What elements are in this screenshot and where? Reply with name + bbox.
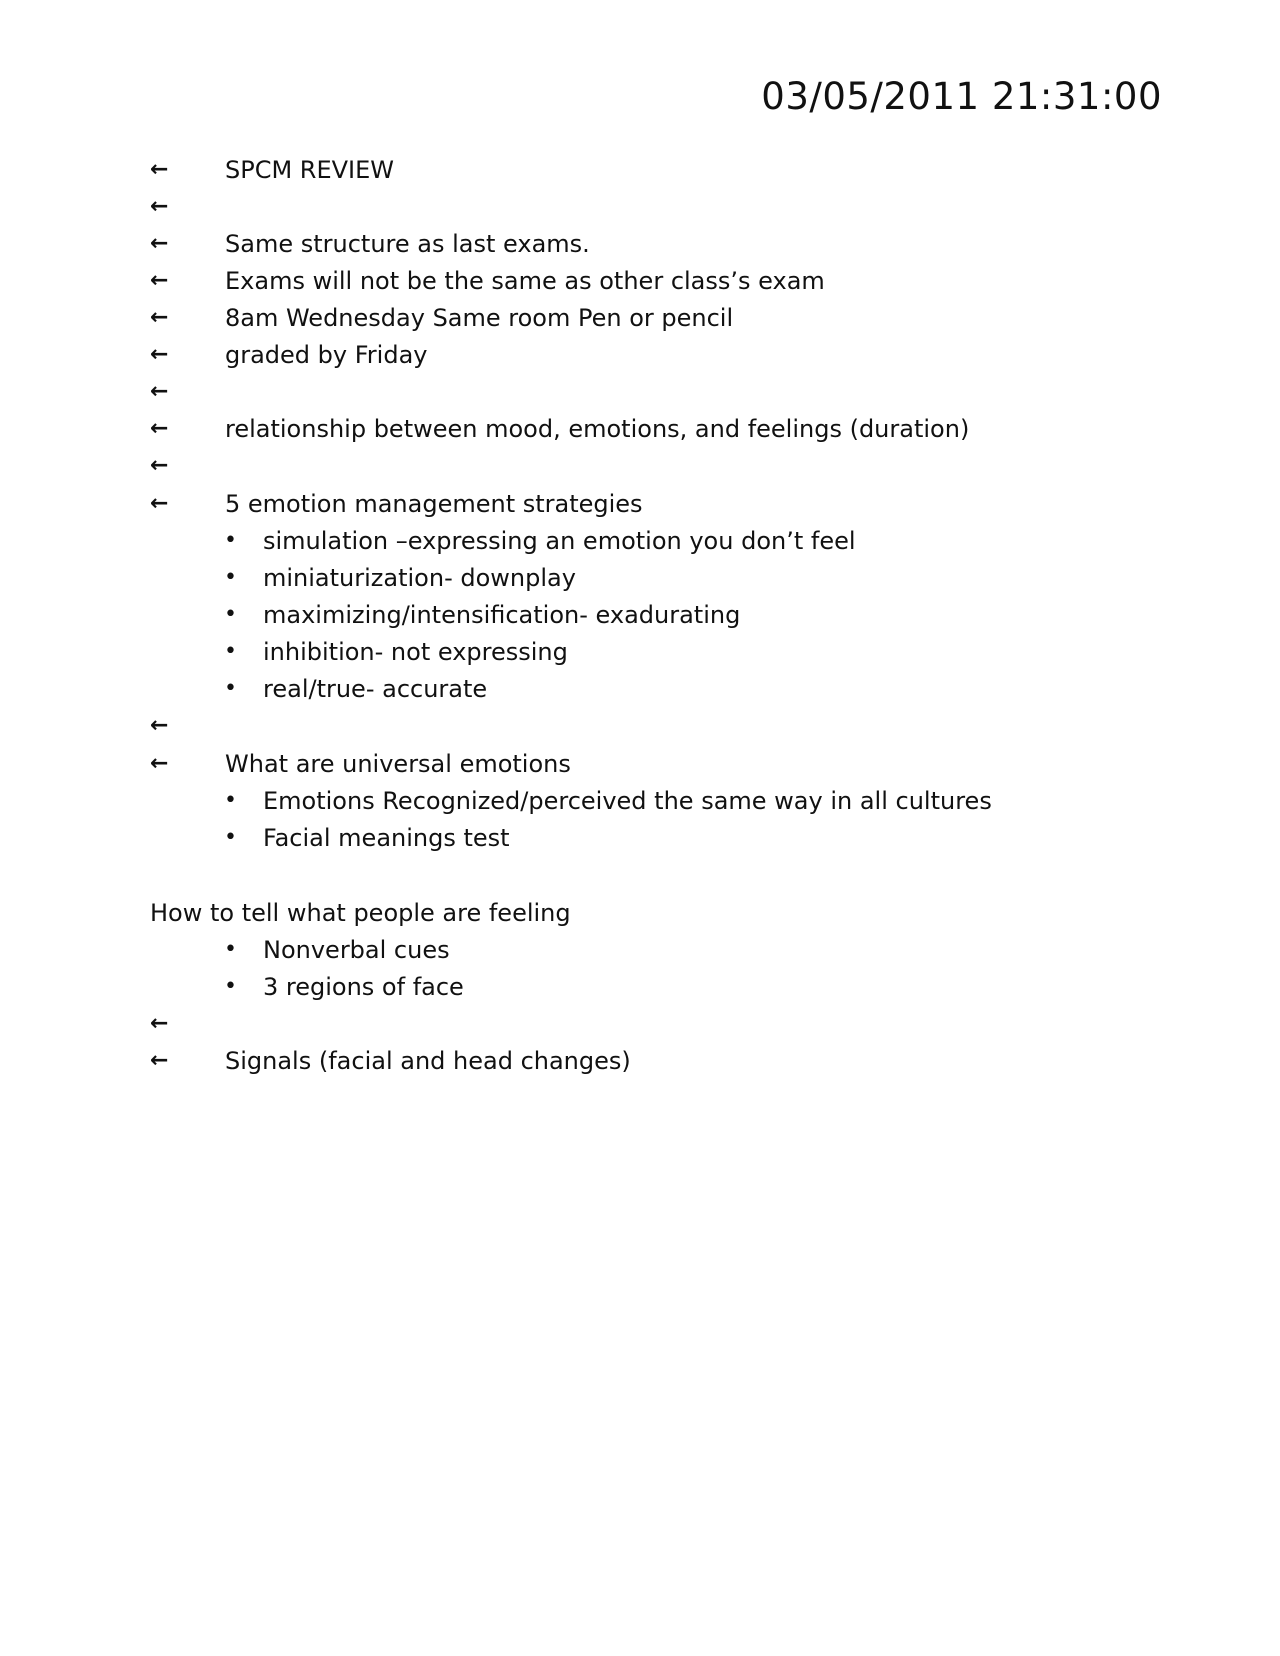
- bullet-text: maximizing/intensification- exadurating: [263, 601, 741, 629]
- bullet-icon: •: [224, 937, 237, 962]
- note-line: [0, 336, 1280, 374]
- empty-note-line: [0, 373, 1280, 411]
- bullet-item: [0, 931, 1280, 969]
- section-heading: 5 emotion management strategies: [225, 490, 643, 518]
- empty-note-line: [0, 707, 1280, 745]
- empty-note-line: [0, 1005, 1280, 1043]
- section-heading: How to tell what people are feeling: [150, 899, 571, 927]
- bullet-icon: •: [224, 528, 237, 553]
- timestamp: 03/05/2011 21:31:00: [761, 75, 1162, 118]
- note-line: [0, 410, 1280, 448]
- bullet-text: real/true- accurate: [263, 675, 488, 703]
- note-line: [0, 745, 1280, 783]
- bullet-icon: •: [224, 602, 237, 627]
- note-line: [0, 225, 1280, 263]
- left-arrow-icon: ←: [150, 194, 169, 219]
- left-arrow-icon: ←: [150, 231, 169, 256]
- plain-heading-line: [0, 894, 1280, 932]
- note-line: [0, 151, 1280, 189]
- bullet-item: [0, 633, 1280, 671]
- bullet-text: inhibition- not expressing: [263, 638, 568, 666]
- bullet-text: Facial meanings test: [263, 824, 510, 852]
- note-line: [0, 262, 1280, 300]
- note-text: Signals (facial and head changes): [225, 1047, 631, 1075]
- bullet-icon: •: [224, 639, 237, 664]
- bullet-text: 3 regions of face: [263, 973, 464, 1001]
- note-text: graded by Friday: [225, 341, 428, 369]
- note-line: [0, 299, 1280, 337]
- note-text: Same structure as last exams.: [225, 230, 590, 258]
- note-line: [0, 1042, 1280, 1080]
- left-arrow-icon: ←: [150, 416, 169, 441]
- left-arrow-icon: ←: [150, 379, 169, 404]
- empty-note-line: [0, 188, 1280, 226]
- bullet-text: Nonverbal cues: [263, 936, 450, 964]
- bullet-item: [0, 782, 1280, 820]
- section-heading: What are universal emotions: [225, 750, 571, 778]
- bullet-text: miniaturization- downplay: [263, 564, 576, 592]
- left-arrow-icon: ←: [150, 1048, 169, 1073]
- bullet-icon: •: [224, 565, 237, 590]
- empty-note-line: [0, 447, 1280, 485]
- bullet-item: [0, 596, 1280, 634]
- note-line: [0, 485, 1280, 523]
- left-arrow-icon: ←: [150, 491, 169, 516]
- bullet-text: Emotions Recognized/perceived the same way in all cultures: [263, 787, 992, 815]
- left-arrow-icon: ←: [150, 453, 169, 478]
- note-text: relationship between mood, emotions, and feelings (duration): [225, 415, 970, 443]
- bullet-text: simulation –expressing an emotion you don’t feel: [263, 527, 856, 555]
- left-arrow-icon: ←: [150, 751, 169, 776]
- left-arrow-icon: ←: [150, 1011, 169, 1036]
- note-title: SPCM REVIEW: [225, 156, 395, 184]
- bullet-icon: •: [224, 974, 237, 999]
- left-arrow-icon: ←: [150, 157, 169, 182]
- left-arrow-icon: ←: [150, 305, 169, 330]
- bullet-item: [0, 819, 1280, 857]
- bullet-icon: •: [224, 825, 237, 850]
- bullet-item: [0, 968, 1280, 1006]
- bullet-icon: •: [224, 676, 237, 701]
- left-arrow-icon: ←: [150, 713, 169, 738]
- left-arrow-icon: ←: [150, 268, 169, 293]
- note-text: Exams will not be the same as other class’s exam: [225, 267, 825, 295]
- left-arrow-icon: ←: [150, 342, 169, 367]
- bullet-item: [0, 670, 1280, 708]
- bullet-icon: •: [224, 788, 237, 813]
- bullet-item: [0, 559, 1280, 597]
- note-text: 8am Wednesday Same room Pen or pencil: [225, 304, 734, 332]
- bullet-item: [0, 522, 1280, 560]
